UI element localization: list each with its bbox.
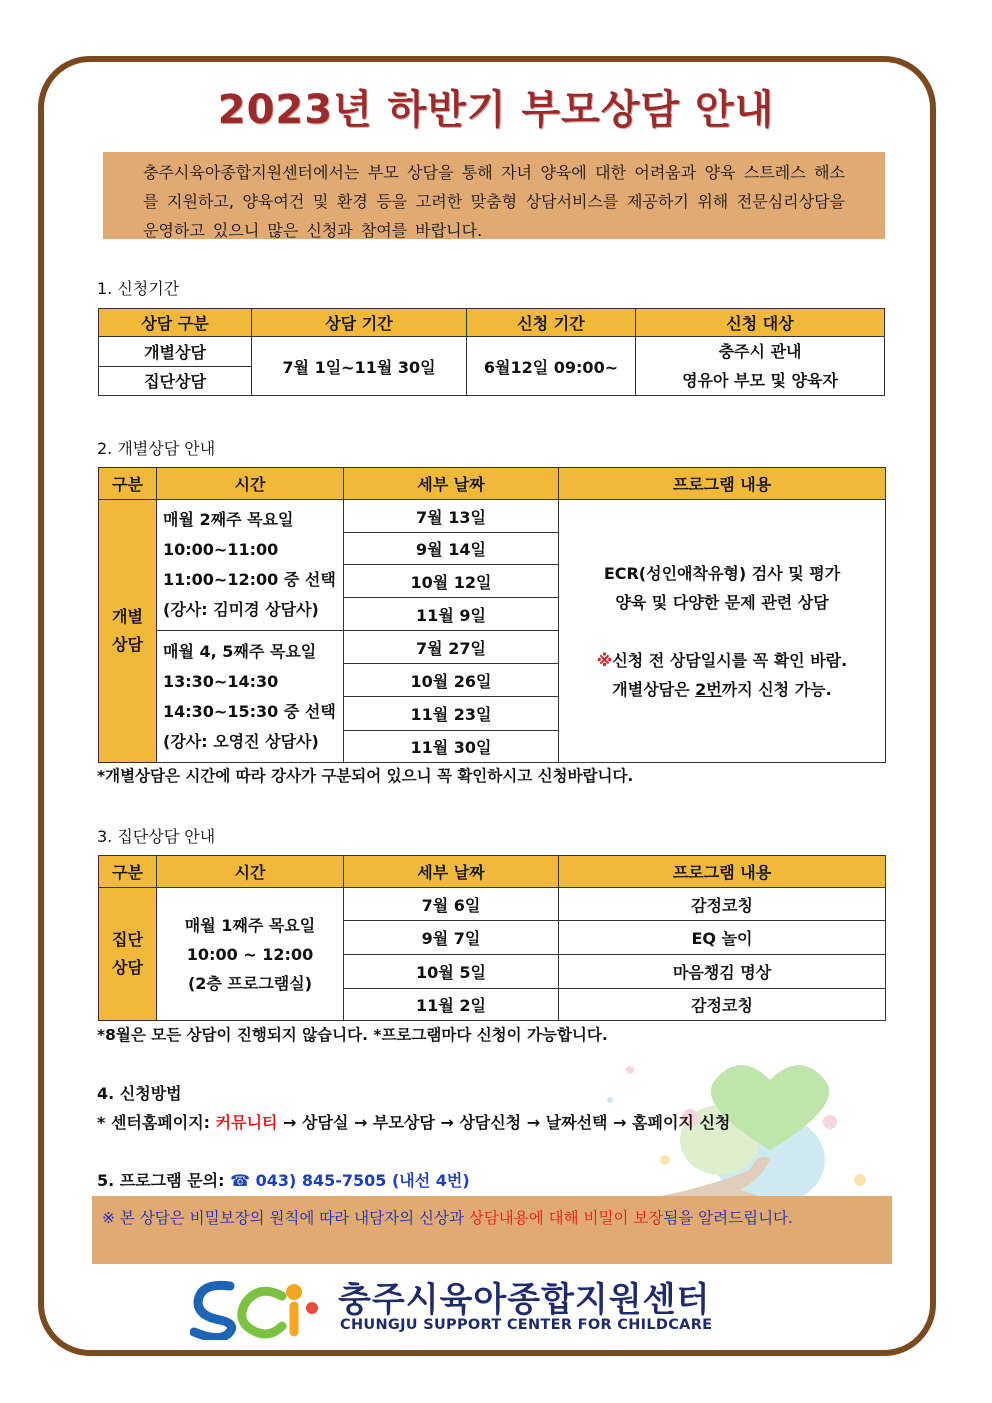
limit-line xyxy=(559,675,885,704)
program-cell: 마음챙김 명상 xyxy=(559,955,886,989)
date-cell: 11월 2일 xyxy=(344,989,559,1021)
community-link[interactable]: 커뮤니티 xyxy=(215,1113,278,1132)
section3-heading: 3. 집단상담 안내 xyxy=(97,827,216,846)
group-table xyxy=(98,855,886,1021)
date-cell: 9월 14일 xyxy=(344,533,559,565)
time-line: 13:30~14:30 xyxy=(163,671,279,691)
time-block-2 xyxy=(157,631,344,763)
section4-heading: 4. 신청방법 xyxy=(97,1084,182,1103)
col-header: 신청 대상 xyxy=(636,309,885,337)
individual-table xyxy=(98,467,886,763)
phone-icon: ☎ xyxy=(230,1171,250,1190)
page-title: 2023년 하반기 부모상담 안내 xyxy=(217,87,775,133)
time-line: 10:00 ~ 12:00 xyxy=(186,944,314,964)
col-header: 구분 xyxy=(99,468,157,500)
apply-period-table xyxy=(98,308,885,396)
inquiry-label: 5. 프로그램 문의: xyxy=(97,1171,231,1190)
warn-line xyxy=(559,646,885,675)
category-group: 집단 상담 xyxy=(99,888,157,1021)
intro-box: 충주시육아종합지원센터에서는 부모 상담을 통해 자녀 양육에 대한 어려움과 양육 스트레스 해소를 지원하고, 양육여건 및 환경 등을 고려한 맞춤형 상담서비스를 제공하기 위해 전문심리상담을 운영하고 있으니 많은 신청과 참여를 바랍니다. xyxy=(103,152,885,239)
apply-target xyxy=(636,337,885,396)
center-name-english: CHUNGJU SUPPORT CENTER FOR CHILDCARE xyxy=(340,1317,713,1333)
col-header: 상담 기간 xyxy=(252,309,467,337)
program-cell: EQ 놀이 xyxy=(559,921,886,955)
program-cell: 감정코칭 xyxy=(559,989,886,1021)
target-line: 영유아 부모 및 양육자 xyxy=(682,371,838,390)
date-cell: 10월 12일 xyxy=(344,565,559,598)
apply-method xyxy=(97,1110,730,1133)
col-header: 신청 기간 xyxy=(467,309,636,337)
limit-text: 개별상담은 xyxy=(612,679,696,699)
program-content xyxy=(559,500,886,763)
time-line: (2층 프로그램실) xyxy=(187,973,313,993)
col-header: 세부 날짜 xyxy=(344,856,559,888)
date-cell: 11월 23일 xyxy=(344,697,559,731)
time-line: 매월 2째주 목요일 xyxy=(163,510,294,529)
col-header: 세부 날짜 xyxy=(344,468,559,500)
date-cell: 7월 13일 xyxy=(344,500,559,533)
date-cell: 7월 27일 xyxy=(344,631,559,664)
program-line: ECR(성인애착유형) 검사 및 평가 xyxy=(603,563,841,583)
group-note: *8월은 모든 상담이 진행되지 않습니다. *프로그램마다 신청이 가능합니다. xyxy=(97,1026,608,1044)
privacy-notice xyxy=(92,1196,892,1264)
phone-number[interactable]: 043) 845-7505 (내선 4번) xyxy=(250,1171,470,1190)
method-path: → 상담실 → 부모상담 → 상담신청 → 날짜선택 → 홈페이지 신청 xyxy=(277,1113,731,1132)
section1-heading: 1. 신청기간 xyxy=(97,279,180,298)
date-cell: 11월 9일 xyxy=(344,598,559,631)
col-header: 시간 xyxy=(157,856,344,888)
warn-mark: ※ xyxy=(596,650,613,670)
time-line: 14:30~15:30 중 선택 xyxy=(163,701,336,721)
warn-text: 신청 전 상담일시를 꼭 확인 바람. xyxy=(612,650,848,670)
apply-period: 6월12일 09:00~ xyxy=(467,337,636,396)
date-cell: 10월 5일 xyxy=(344,955,559,989)
limit-text: 까지 신청 가능. xyxy=(721,679,832,699)
time-block-1 xyxy=(157,500,344,631)
logo-mark-icon xyxy=(190,1278,330,1340)
section2-heading: 2. 개별상담 안내 xyxy=(97,439,216,458)
notice-text: 됨을 알려드립니다. xyxy=(663,1209,793,1227)
col-header: 프로그램 내용 xyxy=(559,856,886,888)
date-cell: 11월 30일 xyxy=(344,731,559,763)
center-name: 충주시육아종합지원센터 xyxy=(338,1280,711,1320)
inquiry-line xyxy=(97,1168,470,1191)
time-line: (강사: 김미경 상담사) xyxy=(163,600,319,619)
time-line: 매월 4, 5째주 목요일 xyxy=(163,641,317,661)
group-time xyxy=(157,888,344,1021)
notice-highlight: 상담내용에 대해 비밀이 보장 xyxy=(468,1209,664,1227)
type-group: 집단상담 xyxy=(99,366,252,396)
individual-note: *개별상담은 시간에 따라 강사가 구분되어 있으니 꼭 확인하시고 신청바랍니다. xyxy=(97,767,634,785)
date-cell: 7월 6일 xyxy=(344,888,559,921)
target-line: 충주시 관내 xyxy=(718,342,802,361)
time-line: 매월 1째주 목요일 xyxy=(184,915,316,935)
col-header: 구분 xyxy=(99,856,157,888)
notice-text: ※ 본 상담은 비밀보장의 원칙에 따라 내담자의 신상과 xyxy=(102,1209,469,1227)
limit-count: 2번 xyxy=(695,679,722,699)
center-logo xyxy=(190,1276,810,1342)
program-cell: 감정코칭 xyxy=(559,888,886,921)
consult-period: 7월 1일~11월 30일 xyxy=(252,337,467,396)
type-individual: 개별상담 xyxy=(99,337,252,367)
col-header: 상담 구분 xyxy=(99,309,252,337)
program-line: 양육 및 다양한 문제 관련 상담 xyxy=(615,592,829,612)
time-line: 10:00~11:00 xyxy=(163,540,279,559)
col-header: 프로그램 내용 xyxy=(559,468,886,500)
method-prefix: * 센터홈페이지: xyxy=(97,1113,216,1132)
category-individual: 개별 상담 xyxy=(99,500,157,763)
date-cell: 9월 7일 xyxy=(344,921,559,955)
time-line: (강사: 오영진 상담사) xyxy=(163,731,319,751)
time-line: 11:00~12:00 중 선택 xyxy=(163,570,336,589)
col-header: 시간 xyxy=(157,468,344,500)
date-cell: 10월 26일 xyxy=(344,664,559,697)
